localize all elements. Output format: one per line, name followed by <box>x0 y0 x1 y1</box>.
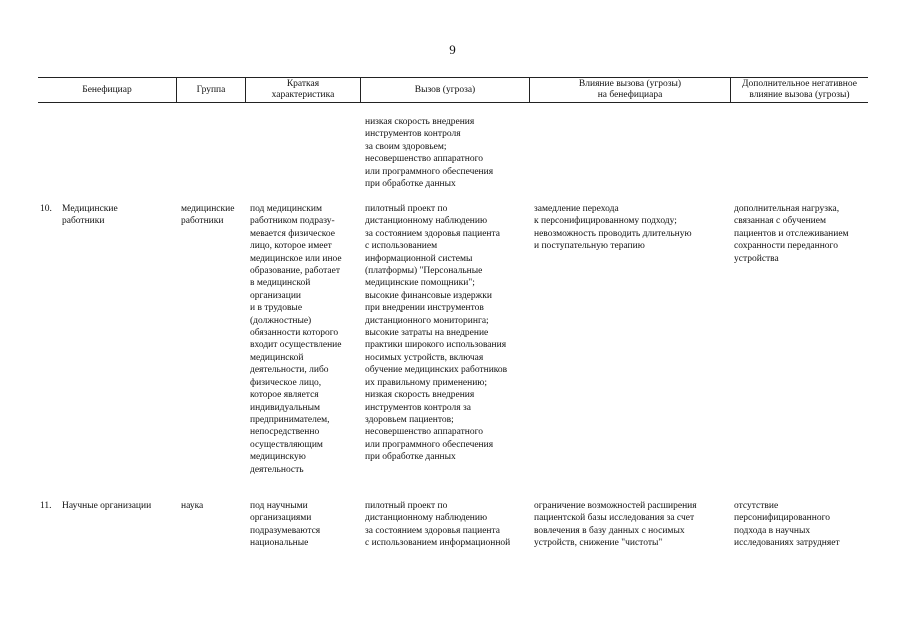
row-group: наука <box>181 501 204 511</box>
header-impact: Влияние вызова (угрозы) на бенефициара <box>578 79 682 100</box>
row-challenge: пилотный проект по дистанционному наблюдению за состоянием здоровья пациента с использованием информационной системы (платформы) "Персональные медицинские помощники"; высокие финансовые издержки при внедрении инструментов дистанционного мониторинга; высокие затраты на внедрение практики широкого использования носимых устройств, включая обучение медицинских работников их правильному применению; низкая скорость внедрения инструментов контроля за здоровьем пациентов; несовершенство аппаратного или программного обеспечения при обработке данных <box>365 204 508 463</box>
row-beneficiary: Медицинские работники <box>62 204 118 227</box>
row-brief: под научными организациями подразумеваются национальные <box>250 501 321 549</box>
header-beneficiary: Бенефициар <box>82 84 132 95</box>
row-number: 10. <box>40 204 52 214</box>
row-brief: под медицинским работником подразу- мевается физическое лицо, которое имеет медицинское или иное образование, работает в медицинской организации и в трудовые (должностные) обязанности которого входит осуществление медицинской деятельности, либо физическое лицо, которое является индивидуальным предпринимателем, непосредственно осуществляющим медицинскую деятельность <box>250 204 342 475</box>
header-additional: Дополнительное негативное влияние вызова (угрозы) <box>742 79 857 100</box>
row-impact: замедление перехода к персонифицированному подходу; невозможность проводить длительную и поступательную терапию <box>534 204 692 252</box>
continuation-challenge: низкая скорость внедрения инструментов контроля за своим здоровьем; несовершенство аппаратного или программного обеспечения при обработке данных <box>365 117 494 190</box>
table-header-rule <box>38 102 868 103</box>
row-challenge: пилотный проект по дистанционному наблюдению за состоянием здоровья пациента с использованием информационной <box>365 501 511 549</box>
page-number: 9 <box>449 42 456 57</box>
row-group: медицинские работники <box>181 204 235 227</box>
header-group: Группа <box>196 84 226 95</box>
row-number: 11. <box>40 501 52 511</box>
row-additional: дополнительная нагрузка, связанная с обучением пациентов и отслеживанием сохранности переданного устройства <box>734 204 849 264</box>
row-beneficiary: Научные организации <box>62 501 152 511</box>
header-brief: Краткая характеристика <box>271 79 335 100</box>
row-additional: отсутствие персонифицированного подхода в научных исследованиях затрудняет <box>734 501 840 549</box>
row-impact: ограничение возможностей расширения пациентской базы исследования за счет вовлечения в базу данных с носимых устройств, снижение "чистоты" <box>534 501 697 549</box>
header-challenge: Вызов (угроза) <box>414 84 476 95</box>
